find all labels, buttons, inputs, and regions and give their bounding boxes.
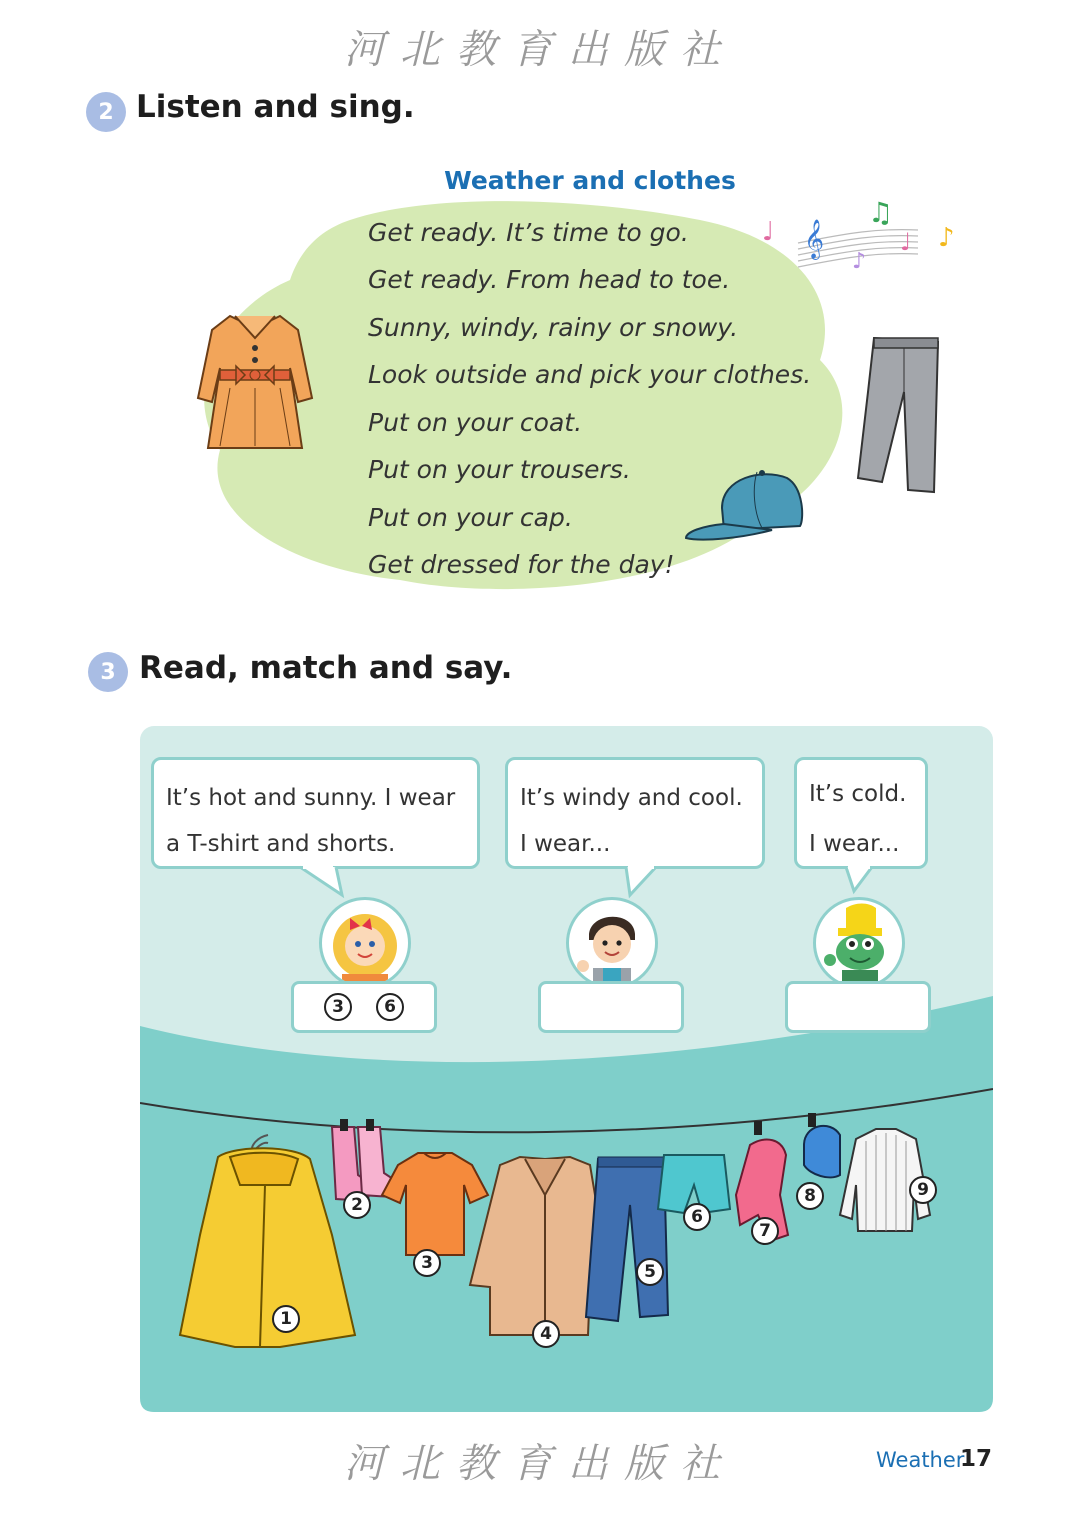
section-title: Listen and sing. <box>136 89 415 125</box>
bubble-text: It’s cold. <box>809 781 907 807</box>
svg-text:𝄞: 𝄞 <box>804 219 825 259</box>
page-number: 17 <box>960 1446 993 1472</box>
section-number-badge: 2 <box>86 92 126 132</box>
answer-number: 3 <box>324 993 352 1021</box>
bubble-tail <box>620 865 660 899</box>
publisher-watermark-bottom: 河北教育出版社 <box>344 1441 736 1487</box>
song-line: Sunny, windy, rainy or snowy. <box>368 313 739 342</box>
music-notes-icon <box>758 198 968 278</box>
speech-bubble-boy <box>505 757 765 869</box>
song-line: Put on your coat. <box>368 408 583 437</box>
answer-number: 6 <box>376 993 404 1021</box>
answer-box-boy[interactable] <box>538 981 684 1033</box>
section-title: Read, match and say. <box>139 650 513 686</box>
girl-avatar <box>319 897 411 989</box>
svg-text:♫: ♫ <box>868 198 894 229</box>
speech-bubble-frog <box>794 757 928 869</box>
bubble-tail <box>842 865 878 895</box>
clothes-number: 3 <box>413 1249 441 1277</box>
clothes-number: 7 <box>751 1217 779 1245</box>
cap-icon <box>682 468 807 550</box>
clothes-number: 9 <box>909 1176 937 1204</box>
song-line: Get ready. From head to toe. <box>368 265 731 294</box>
publisher-watermark-top: 河北教育出版社 <box>344 27 736 73</box>
clothes-number: 5 <box>636 1258 664 1286</box>
song-line: Get dressed for the day! <box>368 550 675 579</box>
song-line: Look outside and pick your clothes. <box>368 360 812 389</box>
answer-box-frog[interactable] <box>785 981 931 1033</box>
svg-text:♪: ♪ <box>852 249 867 274</box>
clothes-number: 4 <box>532 1320 560 1348</box>
bubble-text: a T-shirt and shorts. <box>166 831 396 857</box>
boy-avatar <box>566 897 658 989</box>
song-line: Get ready. It’s time to go. <box>368 218 689 247</box>
clothes-number: 8 <box>796 1182 824 1210</box>
trousers-icon <box>852 332 942 497</box>
clothesline-illustration <box>140 1085 993 1375</box>
section-number-badge: 3 <box>88 652 128 692</box>
coat-icon <box>190 308 320 453</box>
bubble-text: It’s hot and sunny. I wear <box>166 785 456 811</box>
bubble-tail <box>300 865 350 899</box>
bubble-text: I wear... <box>809 831 900 857</box>
song-title: Weather and clothes <box>444 166 736 195</box>
unit-name: Weather <box>876 1448 965 1472</box>
speech-bubble-girl <box>151 757 480 869</box>
svg-text:♩: ♩ <box>900 228 912 256</box>
song-line: Put on your trousers. <box>368 455 631 484</box>
frog-avatar <box>813 897 905 989</box>
clothes-number: 2 <box>343 1191 371 1219</box>
clothes-number: 1 <box>272 1305 300 1333</box>
bubble-text: It’s windy and cool. <box>520 785 743 811</box>
answer-box-girl[interactable] <box>291 981 437 1033</box>
clothes-number: 6 <box>683 1203 711 1231</box>
svg-text:♩: ♩ <box>762 217 775 247</box>
svg-text:♪: ♪ <box>938 223 955 253</box>
song-line: Put on your cap. <box>368 503 573 532</box>
bubble-text: I wear... <box>520 831 611 857</box>
